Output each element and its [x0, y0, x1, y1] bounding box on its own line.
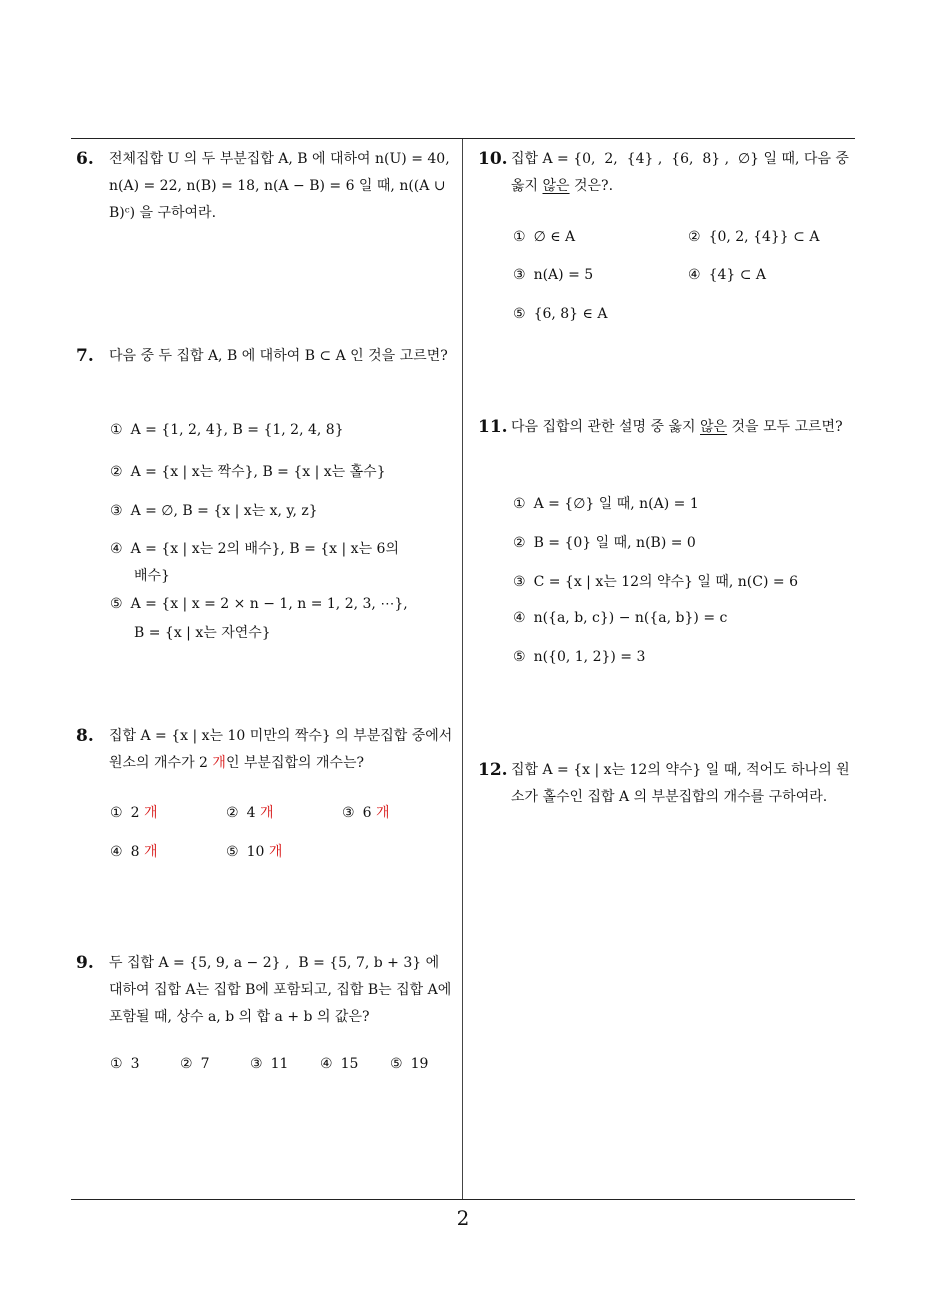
question-10 [478, 146, 860, 200]
question-text: 집합 A = {x | x는 12의 약수} 일 때, 적어도 하나의 원소가 홀수인 집합 A 의 부분집합의 개수를 구하여라. [511, 762, 850, 805]
question-7 [76, 343, 456, 370]
question-number: 7. [76, 346, 94, 366]
choice-5[interactable]: ⑤ A = {x | x = 2 × n − 1, n = 1, 2, 3, ⋯}, [110, 596, 408, 612]
bottom-rule [71, 1199, 855, 1200]
question-number: 6. [76, 149, 94, 169]
choice-2[interactable]: ② {0, 2, {4}} ⊂ A [688, 229, 820, 245]
question-number: 8. [76, 726, 94, 746]
question-11 [478, 414, 860, 441]
choice-5-continued: B = {x | x는 자연수} [134, 625, 271, 641]
question-text: 다음 중 두 집합 A, B 에 대하여 B ⊂ A 인 것을 고르면? [109, 348, 448, 364]
question-text: 두 집합 A = {5, 9, a − 2} , B = {5, 7, b + 3} 에 대하여 집합 A는 집합 B에 포함되고, 집합 B는 집합 A에 포함될 때, 상수 a, b 의 합 a + b 의 값은? [109, 955, 456, 1025]
choice-3[interactable]: ③ 6 개 [342, 805, 390, 821]
choice-5[interactable]: ⑤ n({0, 1, 2}) = 3 [513, 649, 646, 665]
choice-3[interactable]: ③ C = {x | x는 12의 약수} 일 때, n(C) = 6 [513, 574, 798, 590]
choice-3[interactable]: ③ A = ∅, B = {x | x는 x, y, z} [110, 503, 318, 519]
choice-2[interactable]: ② 7 [180, 1056, 210, 1072]
choice-2[interactable]: ② B = {0} 일 때, n(B) = 0 [513, 535, 696, 551]
question-number: 11. [478, 417, 508, 437]
question-12 [478, 757, 860, 811]
choice-4[interactable]: ④ 8 개 [110, 844, 158, 860]
question-number: 9. [76, 953, 94, 973]
column-divider [462, 139, 463, 1200]
choice-1[interactable]: ① A = {∅} 일 때, n(A) = 1 [513, 496, 699, 512]
choice-1[interactable]: ① A = {1, 2, 4}, B = {1, 2, 4, 8} [110, 422, 344, 438]
question-text: 집합 A = {x | x는 10 미만의 짝수} 의 부분집합 중에서 원소의 개수가 2 개인 부분집합의 개수는? [109, 728, 457, 771]
choice-2[interactable]: ② 4 개 [226, 805, 274, 821]
question-text: 집합 A = {0, 2, {4} , {6, 8} , ∅} 일 때, 다음 중 옳지 않은 것은?. [511, 151, 854, 194]
choice-2[interactable]: ② A = {x | x는 짝수}, B = {x | x는 홀수} [110, 464, 386, 480]
choice-4-continued: 배수} [134, 568, 170, 584]
choice-5[interactable]: ⑤ 19 [390, 1056, 429, 1072]
choice-5[interactable]: ⑤ 10 개 [226, 844, 283, 860]
question-6 [76, 146, 456, 227]
question-text: 다음 집합의 관한 설명 중 옳지 않은 것을 모두 고르면? [511, 419, 843, 435]
choice-1[interactable]: ① 3 [110, 1056, 140, 1072]
question-9 [76, 950, 456, 1031]
question-8 [76, 723, 456, 777]
choice-1[interactable]: ① 2 개 [110, 805, 158, 821]
question-number: 10. [478, 149, 508, 169]
choice-4[interactable]: ④ 15 [320, 1056, 359, 1072]
page-number: 2 [456, 1206, 470, 1230]
choice-5[interactable]: ⑤ {6, 8} ∈ A [513, 306, 608, 322]
choice-4[interactable]: ④ n({a, b, c}) − n({a, b}) = c [513, 610, 728, 626]
question-number: 12. [478, 760, 508, 780]
choice-4[interactable]: ④ A = {x | x는 2의 배수}, B = {x | x는 6의 [110, 541, 399, 557]
choice-3[interactable]: ③ n(A) = 5 [513, 267, 594, 283]
choice-4[interactable]: ④ {4} ⊂ A [688, 267, 767, 283]
question-text: 전체집합 U 의 두 부분집합 A, B 에 대하여 n(U) = 40, n(A) = 22, n(B) = 18, n(A − B) = 6 일 때, n((A ∪ B)ᶜ) 을 구하여라. [109, 151, 455, 221]
choice-3[interactable]: ③ 11 [250, 1056, 289, 1072]
top-rule [71, 138, 855, 139]
choice-1[interactable]: ① ∅ ∈ A [513, 229, 576, 245]
